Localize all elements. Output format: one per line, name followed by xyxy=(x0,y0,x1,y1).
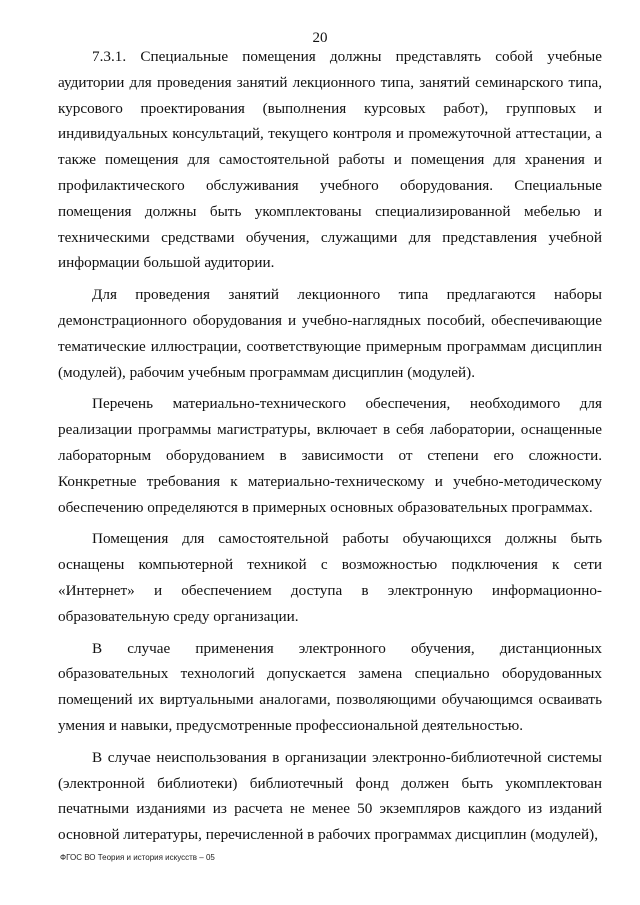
paragraph-lecture-equipment: Для проведения занятий лекционного типа предлагаются наборы демонстрационного оборудования и учебно-наглядных пособий, обеспечивающие тематические иллюстрации, соответствующие примерным программам дисциплин (модулей), рабочим учебным программам дисциплин (модулей). xyxy=(58,286,602,381)
paragraph-library-fund: В случае неиспользования в организации электронно-библиотечной системы (электронной библиотеки) библиотечный фонд должен быть укомплектован печатными изданиями из расчета не менее 50 экземпляров каждого из изданий основной литературы, перечисленной в рабочих программах дисциплин (модулей), xyxy=(58,748,602,844)
paragraph-e-learning: В случае применения электронного обучения, дистанционных образовательных технологий допускается замена специально оборудованных помещений их виртуальными аналогами, позволяющими обучающимся осваивать умения и навыки, предусмотренные профессиональной деятельностью. xyxy=(58,639,602,734)
paragraph-7-3-1: 7.3.1. Специальные помещения должны представлять собой учебные аудитории для проведения занятий лекционного типа, занятий семинарского типа, курсового проектирования (выполнения курсовых работ), групповых и индивидуальных консультаций, текущего контроля и промежуточной аттестации, а также помещения для самостоятельной работы и помещения для хранения и профилактического обслуживания учебного оборудования. Специальные помещения должны быть укомплектованы специализированной мебелью и техническими средствами обучения, служащими для представления учебной информации большой аудитории. xyxy=(58,48,602,272)
document-footer: ФГОС ВО Теория и история искусств – 05 xyxy=(60,853,215,862)
paragraph-material-support: Перечень материально-технического обеспечения, необходимого для реализации программы магистратуры, включает в себя лаборатории, оснащенные лабораторным оборудованием в зависимости от степени его сложности. Конкретные требования к материально-техническому и учебно-методическому обеспечению определяются в примерных основных образовательных программах. xyxy=(58,395,602,516)
paragraph-self-study-rooms: Помещения для самостоятельной работы обучающихся должны быть оснащены компьютерной техникой с возможностью подключения к сети «Интернет» и обеспечением доступа в электронную информационно-образовательную среду организации. xyxy=(58,530,602,625)
document-body xyxy=(58,44,602,854)
page-number: 20 xyxy=(312,30,328,46)
